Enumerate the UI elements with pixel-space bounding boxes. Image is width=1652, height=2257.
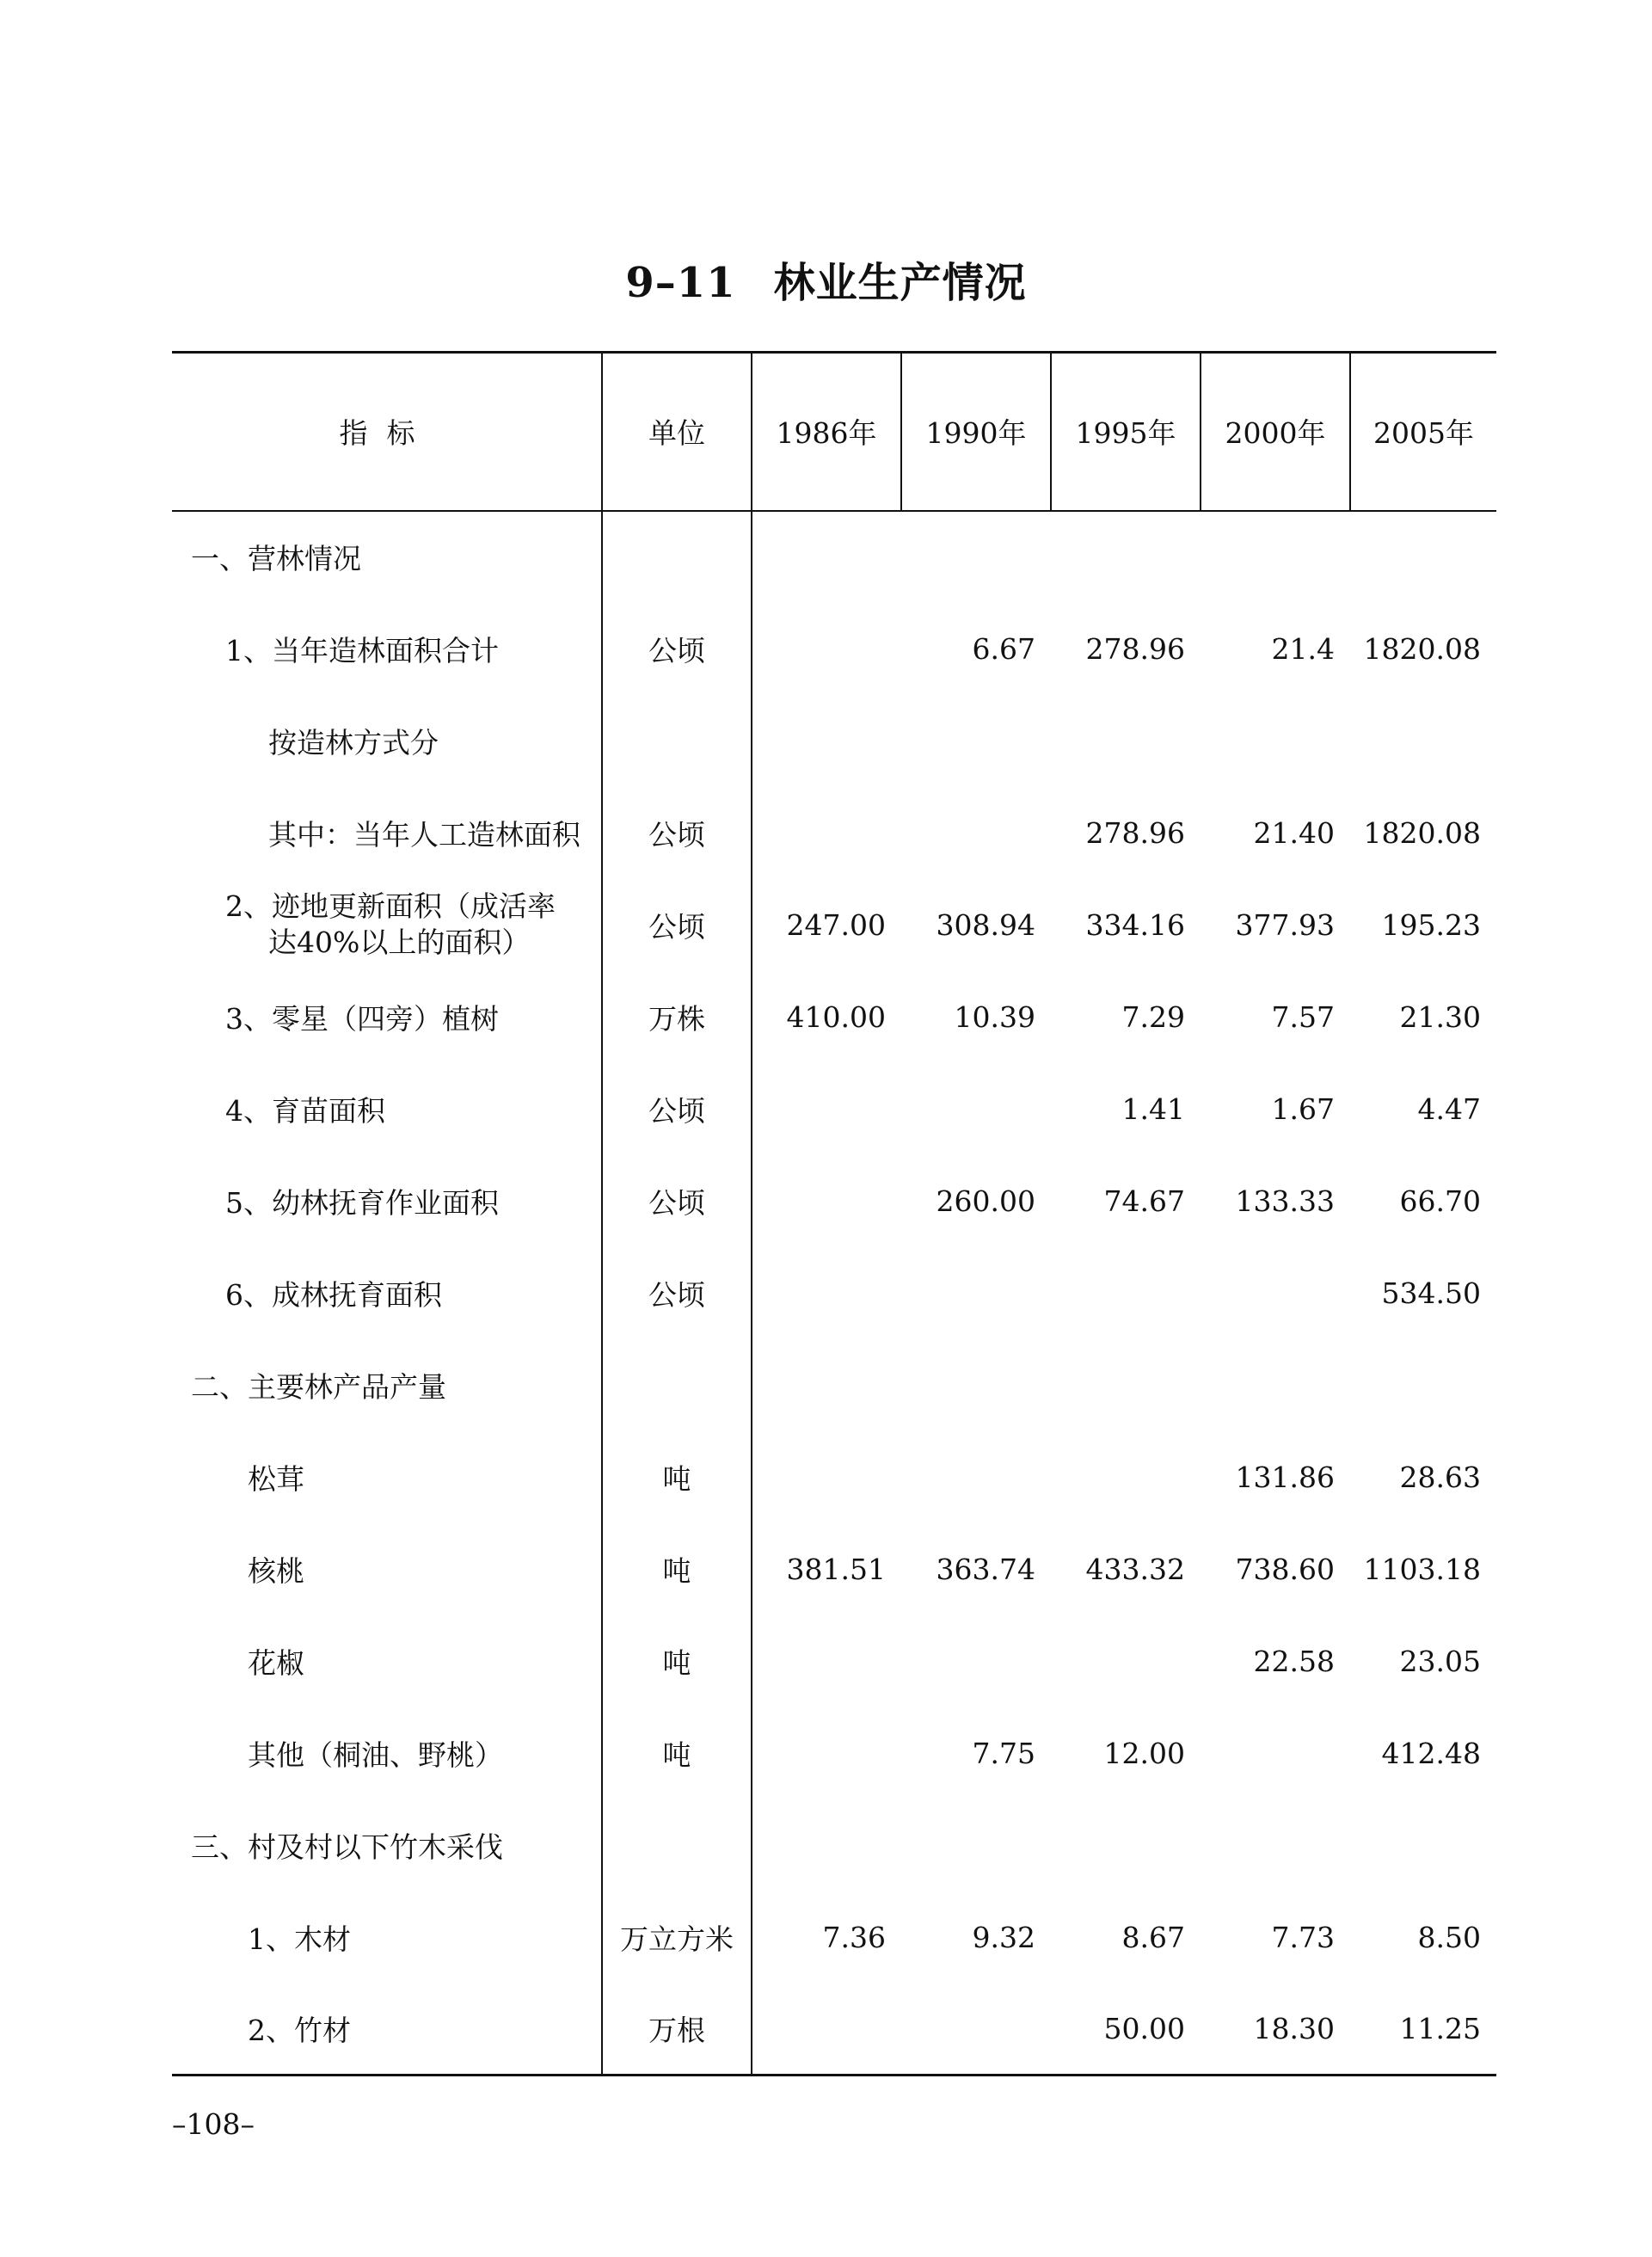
row-unit: 万株 (602, 971, 752, 1063)
header-year-2000: 2000年 (1201, 353, 1350, 511)
cell-1986 (752, 1431, 901, 1523)
cell-1995: 334.16 (1085, 907, 1185, 942)
table-row (172, 1431, 1496, 1523)
cell-2005: 8.50 (1417, 1920, 1481, 1954)
row-label (172, 879, 602, 971)
table-row (172, 1247, 1496, 1339)
cell-1995 (1051, 1431, 1201, 1523)
cell-1990 (901, 511, 1051, 603)
cell-1995: 1.41 (1121, 1092, 1185, 1126)
cell-1990: 10.39 (954, 999, 1035, 1034)
cell-1990 (901, 695, 1051, 787)
cell-2005: 21.30 (1399, 999, 1481, 1034)
cell-2005: 1820.08 (1363, 631, 1481, 666)
row-unit: 吨 (602, 1615, 752, 1707)
table-row (172, 511, 1496, 603)
row-label: 核桃 (248, 1553, 304, 1588)
row-unit: 公顷 (602, 1247, 752, 1339)
cell-1990 (901, 1799, 1051, 1891)
header-year-1990: 1990年 (901, 353, 1051, 511)
cell-2000: 133.33 (1235, 1184, 1335, 1218)
header-row (172, 353, 1496, 511)
cell-1995 (1051, 1247, 1201, 1339)
row-label: 6、成林抚育面积 (225, 1277, 442, 1312)
table-row (172, 1983, 1496, 2076)
cell-1995: 50.00 (1051, 1983, 1201, 2076)
cell-2000 (1201, 1247, 1350, 1339)
table-row (172, 1891, 1496, 1983)
cell-2000: 377.93 (1235, 907, 1335, 942)
cell-2000: 7.57 (1271, 999, 1335, 1034)
cell-1995: 278.96 (1085, 631, 1185, 666)
forestry-table (172, 351, 1496, 2076)
row-label: 3、零星（四旁）植树 (225, 1001, 499, 1036)
row-unit (602, 1799, 752, 1891)
cell-2005 (1350, 1339, 1496, 1431)
cell-1995: 7.29 (1121, 999, 1185, 1034)
cell-1986 (752, 1799, 901, 1891)
cell-2000 (1201, 695, 1350, 787)
table-row (172, 1339, 1496, 1431)
row-unit: 公顷 (602, 1155, 752, 1247)
table-row (172, 1063, 1496, 1155)
row-label: 二、主要林产品产量 (191, 1369, 446, 1404)
page-title (0, 249, 1652, 309)
header-unit: 单位 (602, 353, 752, 511)
row-label: 按造林方式分 (268, 725, 439, 760)
row-unit (602, 695, 752, 787)
cell-2005: 195.23 (1381, 907, 1481, 942)
table-row (172, 787, 1496, 879)
cell-1995 (1051, 1615, 1201, 1707)
cell-1986 (752, 511, 901, 603)
table-row (172, 603, 1496, 695)
header-year-2005: 2005年 (1350, 353, 1496, 511)
cell-2005: 4.47 (1417, 1092, 1481, 1126)
row-label: 4、育苗面积 (225, 1093, 385, 1128)
cell-1986: 410.00 (786, 999, 886, 1034)
cell-1995: 12.00 (1103, 1736, 1185, 1770)
cell-2000: 7.73 (1271, 1920, 1335, 1954)
cell-2005: 28.63 (1399, 1460, 1481, 1494)
cell-1995 (1051, 511, 1201, 603)
row-unit (602, 1339, 752, 1431)
table-row (172, 1707, 1496, 1799)
cell-1986 (752, 1063, 901, 1155)
cell-1990 (901, 1615, 1051, 1707)
cell-1986 (752, 695, 901, 787)
row-unit: 公顷 (602, 1063, 752, 1155)
cell-2000: 738.60 (1235, 1552, 1335, 1586)
row-label: 花椒 (248, 1645, 304, 1680)
page-number: –108– (172, 2107, 255, 2141)
header-year-1986: 1986年 (752, 353, 901, 511)
cell-1990: 308.94 (936, 907, 1035, 942)
cell-1986 (752, 1155, 901, 1247)
cell-2005 (1350, 511, 1496, 603)
row-label: 1、当年造林面积合计 (225, 633, 499, 667)
row-label: 1、木材 (248, 1922, 351, 1956)
cell-1990: 260.00 (936, 1184, 1035, 1218)
table-row (172, 879, 1496, 971)
table-row (172, 1615, 1496, 1707)
row-label: 松茸 (248, 1461, 304, 1496)
table-title: 林业生产情况 (773, 259, 1027, 307)
table-row (172, 971, 1496, 1063)
table-row (172, 695, 1496, 787)
cell-1990 (901, 787, 1051, 879)
cell-2005: 66.70 (1399, 1184, 1481, 1218)
cell-1986 (752, 1983, 901, 2076)
cell-2005: 412.48 (1381, 1736, 1481, 1770)
cell-1990: 9.32 (972, 1920, 1035, 1954)
cell-1990 (901, 1247, 1051, 1339)
cell-1995: 8.67 (1121, 1920, 1185, 1954)
row-label: 一、营林情况 (191, 542, 361, 575)
cell-2000: 1.67 (1271, 1092, 1335, 1126)
cell-1986 (752, 603, 901, 695)
row-label-line2: 达40%以上的面积） (268, 926, 531, 959)
row-label: 5、幼林抚育作业面积 (225, 1185, 499, 1220)
row-unit: 万根 (602, 1983, 752, 2076)
row-unit: 吨 (602, 1707, 752, 1799)
cell-1986 (752, 1339, 901, 1431)
cell-1990 (901, 1431, 1051, 1523)
cell-2000: 21.40 (1253, 815, 1335, 850)
table-row (172, 1155, 1496, 1247)
cell-2005: 534.50 (1381, 1276, 1481, 1310)
cell-2000: 18.30 (1201, 1983, 1350, 2076)
cell-1986: 247.00 (786, 907, 886, 942)
cell-2005: 23.05 (1399, 1644, 1481, 1678)
row-unit: 吨 (602, 1523, 752, 1615)
row-unit: 公顷 (602, 787, 752, 879)
row-label: 其他（桐油、野桃） (248, 1737, 503, 1772)
cell-2000 (1201, 511, 1350, 603)
row-unit (602, 511, 752, 603)
cell-1990: 363.74 (936, 1552, 1035, 1586)
table-number: 9–11 (625, 259, 736, 307)
cell-1986 (752, 1247, 901, 1339)
row-label: 其中：当年人工造林面积 (268, 817, 580, 852)
cell-1990: 6.67 (972, 631, 1035, 666)
header-indicator: 指标 (172, 353, 602, 511)
cell-2000: 131.86 (1235, 1460, 1335, 1494)
cell-2005 (1350, 695, 1496, 787)
cell-1995 (1051, 695, 1201, 787)
cell-2005: 1820.08 (1363, 815, 1481, 850)
row-label: 三、村及村以下竹木采伐 (191, 1830, 503, 1864)
cell-2005 (1350, 1799, 1496, 1891)
cell-1995: 74.67 (1103, 1184, 1185, 1218)
cell-1986 (752, 787, 901, 879)
cell-2000: 22.58 (1253, 1644, 1335, 1678)
row-unit: 公顷 (602, 603, 752, 695)
header-year-1995: 1995年 (1051, 353, 1201, 511)
cell-2000 (1201, 1339, 1350, 1431)
cell-1990 (901, 1339, 1051, 1431)
cell-1986: 381.51 (786, 1552, 886, 1586)
cell-1995: 433.32 (1085, 1552, 1185, 1586)
cell-1986: 7.36 (822, 1920, 886, 1954)
cell-1995 (1051, 1799, 1201, 1891)
cell-1986 (752, 1707, 901, 1799)
cell-1990: 7.75 (972, 1736, 1035, 1770)
cell-2000: 21.4 (1271, 631, 1335, 666)
cell-1995: 278.96 (1085, 815, 1185, 850)
cell-1995 (1051, 1339, 1201, 1431)
cell-1986 (752, 1615, 901, 1707)
cell-1990 (901, 1983, 1051, 2076)
cell-2000 (1201, 1799, 1350, 1891)
cell-2005: 1103.18 (1363, 1552, 1481, 1586)
table-row (172, 1523, 1496, 1615)
cell-1990 (901, 1063, 1051, 1155)
table-row (172, 1799, 1496, 1891)
row-label: 2、竹材 (172, 1983, 602, 2076)
cell-2005: 11.25 (1350, 1983, 1496, 2076)
row-unit: 吨 (602, 1431, 752, 1523)
row-unit: 万立方米 (602, 1891, 752, 1983)
row-unit: 公顷 (602, 879, 752, 971)
row-label-line1: 2、迹地更新面积（成活率 (225, 889, 556, 923)
cell-2000 (1201, 1707, 1350, 1799)
